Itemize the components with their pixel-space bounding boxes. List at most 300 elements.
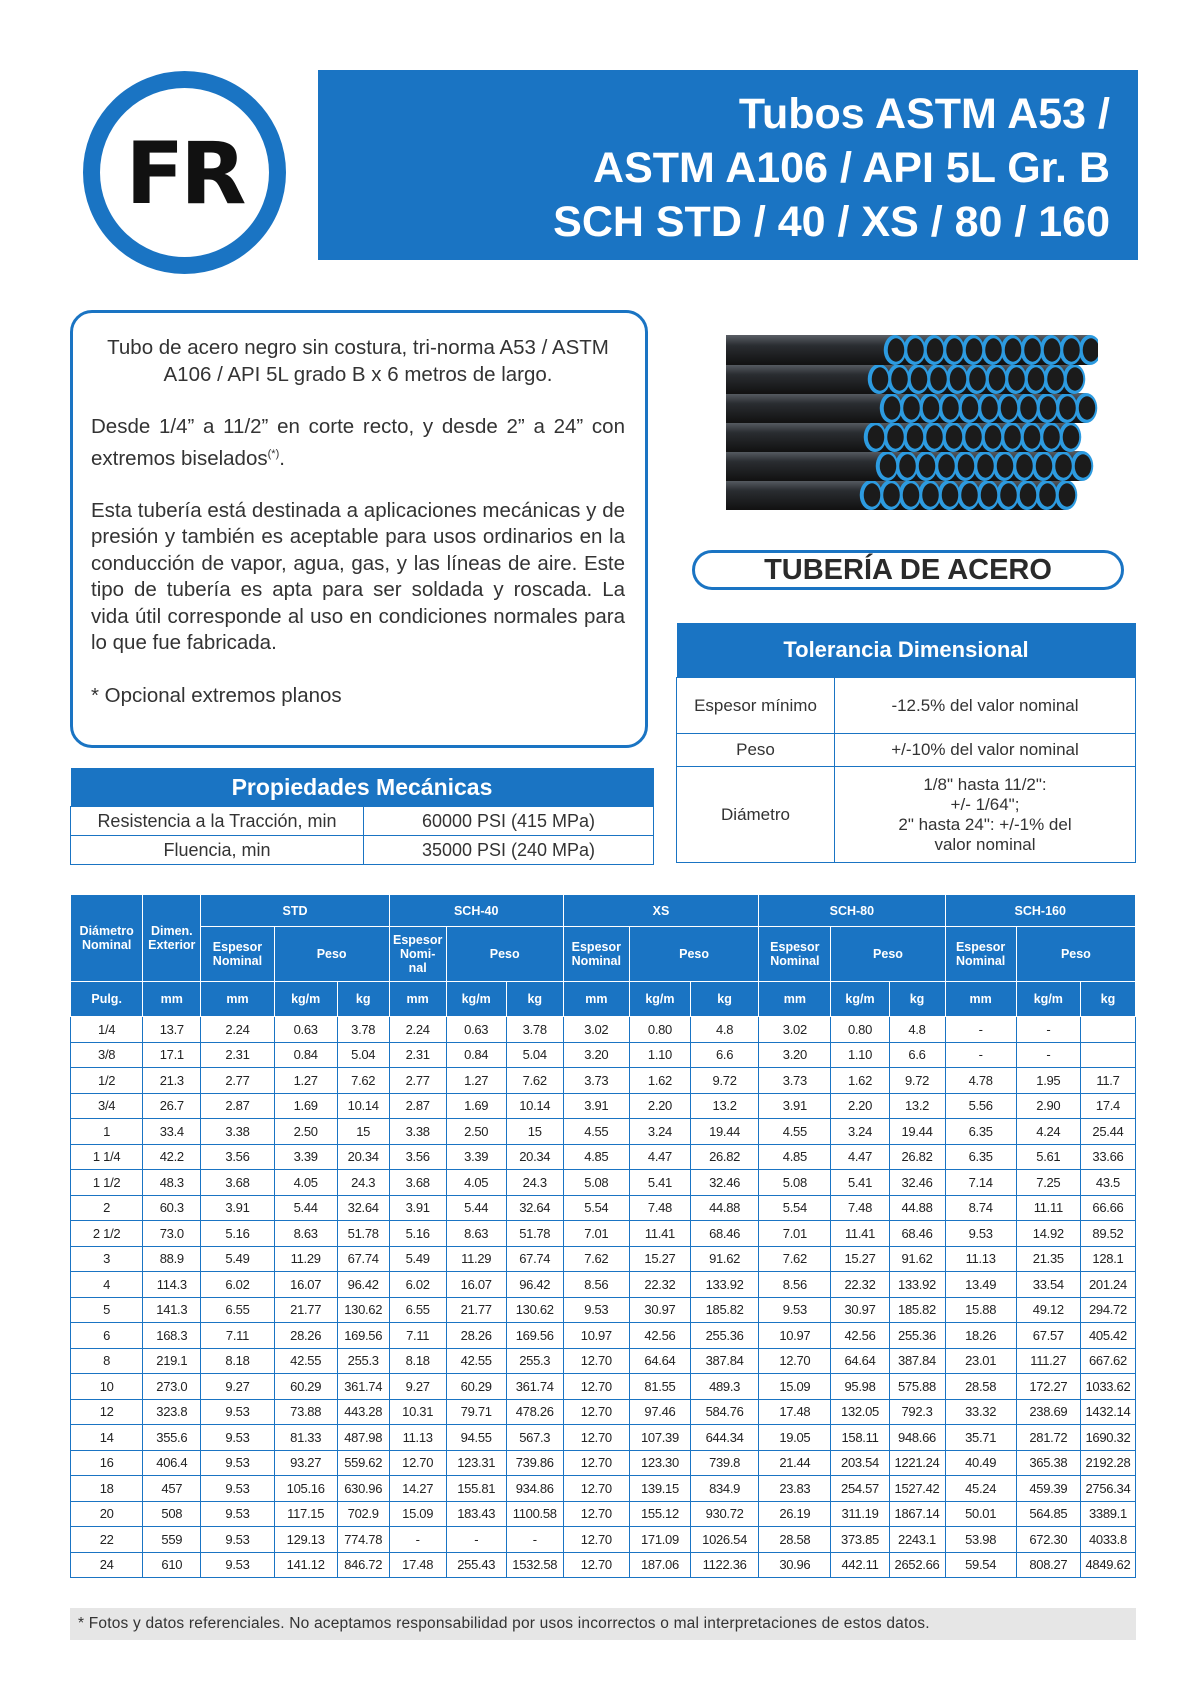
table-cell: 33.54 (1016, 1272, 1080, 1298)
table-cell: 3.20 (759, 1042, 831, 1068)
pipe-bore (1039, 483, 1056, 506)
table-row (71, 1348, 1136, 1374)
table-cell: 4033.8 (1080, 1527, 1135, 1553)
header-peso: Peso (446, 927, 563, 982)
table-cell: 111.27 (1016, 1348, 1080, 1374)
mechanical-label: Fluencia, min (71, 836, 364, 865)
pipe-bore (922, 483, 939, 506)
pipe-bore (923, 396, 940, 419)
table-cell: 8.18 (201, 1348, 274, 1374)
table-cell: 105.16 (274, 1476, 337, 1502)
table-cell: 2.87 (201, 1093, 274, 1119)
mechanical-label: Resistencia a la Tracción, min (71, 807, 364, 836)
unit-header: kg (337, 982, 389, 1017)
pipe-bore (981, 483, 998, 506)
product-label: TUBERÍA DE ACERO (692, 550, 1124, 590)
table-cell: 1122.36 (690, 1552, 758, 1578)
table-cell: 32.64 (337, 1195, 389, 1221)
tolerance-title: Tolerancia Dimensional (677, 623, 1136, 678)
unit-header: kg/m (446, 982, 506, 1017)
table-cell: - (446, 1527, 506, 1553)
pipe-bore (1067, 367, 1084, 390)
table-cell: 23.01 (945, 1348, 1016, 1374)
table-cell: 20.34 (506, 1144, 563, 1170)
pipe-bore (1000, 483, 1017, 506)
table-cell: 4.55 (563, 1119, 629, 1145)
title-line-2: ASTM A106 / API 5L Gr. B (593, 144, 1110, 192)
table-cell: 5.61 (1016, 1144, 1080, 1170)
description-note: * Opcional extremos planos (91, 683, 342, 707)
table-cell: 487.98 (337, 1425, 389, 1451)
table-row (71, 1399, 1136, 1425)
table-cell: 2.90 (1016, 1093, 1080, 1119)
pipe-bore (911, 367, 928, 390)
unit-header: kg (889, 982, 945, 1017)
table-cell: 93.27 (274, 1450, 337, 1476)
pipe-bore (883, 483, 900, 506)
table-cell: 15 (337, 1119, 389, 1145)
table-cell: 158.11 (831, 1425, 889, 1451)
table-cell: 81.33 (274, 1425, 337, 1451)
pipe-bore (1024, 338, 1041, 361)
table-cell: 774.78 (337, 1527, 389, 1553)
table-cell: 9.53 (201, 1552, 274, 1578)
pipe-bore (888, 338, 905, 361)
pipe-bore (977, 454, 994, 477)
table-cell: 3.24 (629, 1119, 690, 1145)
pipe-bore (1004, 425, 1021, 448)
table-cell: 9.53 (563, 1297, 629, 1323)
nominal-diameter-cell: 2 (71, 1195, 143, 1221)
table-cell: 15.09 (759, 1374, 831, 1400)
table-cell: 644.34 (690, 1425, 758, 1451)
table-cell: 96.42 (506, 1272, 563, 1298)
pipe-bore (1059, 483, 1076, 506)
pipe-bore (989, 367, 1006, 390)
table-cell: 294.72 (1080, 1297, 1135, 1323)
table-cell: 610 (143, 1552, 201, 1578)
table-cell: 387.84 (889, 1348, 945, 1374)
table-cell: 2.50 (274, 1119, 337, 1145)
table-cell: 26.19 (759, 1501, 831, 1527)
table-cell: 9.53 (945, 1221, 1016, 1247)
table-cell: 3.24 (831, 1119, 889, 1145)
table-cell: 10.97 (563, 1323, 629, 1349)
table-cell: 846.72 (337, 1552, 389, 1578)
table-cell: 2.31 (389, 1042, 446, 1068)
table-cell: 12.70 (563, 1348, 629, 1374)
table-cell: 3.91 (389, 1195, 446, 1221)
table-cell: 9.27 (389, 1374, 446, 1400)
header-group-xs: XS (563, 895, 758, 927)
nominal-diameter-cell: 22 (71, 1527, 143, 1553)
table-cell: 1033.62 (1080, 1374, 1135, 1400)
table-cell: 3.68 (389, 1170, 446, 1196)
table-cell: 0.84 (274, 1042, 337, 1068)
table-cell: 8.74 (945, 1195, 1016, 1221)
table-cell: 60.3 (143, 1195, 201, 1221)
nominal-diameter-cell: 20 (71, 1501, 143, 1527)
table-cell: 255.36 (690, 1323, 758, 1349)
table-cell: 21.35 (1016, 1246, 1080, 1272)
table-cell: 12.70 (563, 1399, 629, 1425)
table-cell: 11.29 (274, 1246, 337, 1272)
table-cell: 73.88 (274, 1399, 337, 1425)
table-cell: 7.62 (506, 1068, 563, 1094)
table-cell: 1.95 (1016, 1068, 1080, 1094)
table-cell: 0.63 (274, 1017, 337, 1043)
pipe-body (726, 451, 887, 481)
mechanical-value: 60000 PSI (415 MPa) (364, 807, 654, 836)
table-cell: 255.36 (889, 1323, 945, 1349)
table-cell: 489.3 (690, 1374, 758, 1400)
table-cell: 11.29 (446, 1246, 506, 1272)
description-usage: Esta tubería está destinada a aplicaciones mecánicas y de presión y también es aceptable para usos ordinarios en la conducción de vapor, agua, gas, y las líneas de aire. Este tipo de tubería es apta para ser soldada y roscada. La vida útil corresponde al uso en condiciones normales para lo que fue fabricada. (91, 498, 625, 655)
table-cell: 68.46 (889, 1221, 945, 1247)
table-cell (1080, 1017, 1135, 1043)
table-cell: 1.69 (274, 1093, 337, 1119)
table-cell: 44.88 (889, 1195, 945, 1221)
table-cell: 67.74 (337, 1246, 389, 1272)
table-cell: 1221.24 (889, 1450, 945, 1476)
table-cell: 255.3 (337, 1348, 389, 1374)
table-cell: 49.12 (1016, 1297, 1080, 1323)
steel-pipes-photo (726, 320, 1098, 530)
table-cell: 26.7 (143, 1093, 201, 1119)
table-cell: 42.2 (143, 1144, 201, 1170)
table-cell: 702.9 (337, 1501, 389, 1527)
table-cell: 3.91 (563, 1093, 629, 1119)
table-cell: 11.11 (1016, 1195, 1080, 1221)
pipe-bore (961, 483, 978, 506)
table-cell: 4.8 (889, 1017, 945, 1043)
table-cell: 30.97 (831, 1297, 889, 1323)
table-row (71, 1144, 1136, 1170)
table-cell: 4.85 (759, 1144, 831, 1170)
unit-header: Pulg. (71, 982, 143, 1017)
table-cell: 64.64 (831, 1348, 889, 1374)
pipe-bore (1079, 396, 1096, 419)
table-cell: 2243.1 (889, 1527, 945, 1553)
table-cell: 9.53 (201, 1527, 274, 1553)
table-row (71, 1552, 1136, 1578)
table-cell: 8.56 (759, 1272, 831, 1298)
table-cell: 28.58 (759, 1527, 831, 1553)
table-cell: 1.62 (629, 1068, 690, 1094)
table-cell: 73.0 (143, 1221, 201, 1247)
table-cell: 567.3 (506, 1425, 563, 1451)
table-cell: 130.62 (506, 1297, 563, 1323)
table-cell: 19.44 (690, 1119, 758, 1145)
table-cell: 2.20 (629, 1093, 690, 1119)
description-range-text: Desde 1/4” a 11/2” en corte recto, y desde 2” a 24” con extremos biselados (91, 415, 625, 470)
table-cell: 12.70 (563, 1476, 629, 1502)
pipe-bore (1075, 454, 1092, 477)
table-cell: 8.63 (446, 1221, 506, 1247)
table-cell: 1100.58 (506, 1501, 563, 1527)
table-cell: 128.1 (1080, 1246, 1135, 1272)
table-cell: 3.78 (337, 1017, 389, 1043)
pipe-bore (899, 454, 916, 477)
table-cell: 94.55 (446, 1425, 506, 1451)
pipe-bore (907, 425, 924, 448)
table-cell: 311.19 (831, 1501, 889, 1527)
unit-header: kg (690, 982, 758, 1017)
table-cell: 7.62 (759, 1246, 831, 1272)
pipe-bore (1028, 367, 1045, 390)
table-cell: 5.16 (201, 1221, 274, 1247)
table-cell: 3.02 (759, 1017, 831, 1043)
table-cell: 28.26 (274, 1323, 337, 1349)
table-cell: 19.44 (889, 1119, 945, 1145)
pipe-bore (950, 367, 967, 390)
table-row (71, 1068, 1136, 1094)
pipe-bore (942, 396, 959, 419)
table-cell: 0.80 (629, 1017, 690, 1043)
nominal-diameter-cell: 1 1/2 (71, 1170, 143, 1196)
table-cell: 12.70 (563, 1501, 629, 1527)
table-cell: 25.44 (1080, 1119, 1135, 1145)
nominal-diameter-cell: 4 (71, 1272, 143, 1298)
header-espesor: Espesor Nominal (563, 927, 629, 982)
table-cell: 183.43 (446, 1501, 506, 1527)
table-cell: 5.08 (563, 1170, 629, 1196)
table-cell: 3.73 (759, 1068, 831, 1094)
table-cell: 15 (506, 1119, 563, 1145)
table-cell: 169.56 (337, 1323, 389, 1349)
table-cell: 40.49 (945, 1450, 1016, 1476)
table-cell: 17.48 (389, 1552, 446, 1578)
table-cell: 948.66 (889, 1425, 945, 1451)
table-cell: 373.85 (831, 1527, 889, 1553)
pipe-bore (1040, 396, 1057, 419)
table-cell: 91.62 (889, 1246, 945, 1272)
table-cell: 16.07 (446, 1272, 506, 1298)
table-cell: 4.78 (945, 1068, 1016, 1094)
table-cell: 9.53 (201, 1425, 274, 1451)
table-cell: 3.68 (201, 1170, 274, 1196)
pipe-bore (1020, 396, 1037, 419)
table-cell: 4.47 (831, 1144, 889, 1170)
table-cell: 33.4 (143, 1119, 201, 1145)
table-cell: 79.71 (446, 1399, 506, 1425)
table-cell: 4.8 (690, 1017, 758, 1043)
nominal-diameter-cell: 3/8 (71, 1042, 143, 1068)
table-cell: 7.62 (563, 1246, 629, 1272)
pipe-bore (985, 425, 1002, 448)
unit-header: kg (1080, 982, 1135, 1017)
title-banner (318, 70, 1138, 260)
header-peso: Peso (629, 927, 758, 982)
pipe-bore (1055, 454, 1072, 477)
table-cell: - (1016, 1042, 1080, 1068)
table-cell: 50.01 (945, 1501, 1016, 1527)
pipe-bore (958, 454, 975, 477)
table-cell: 67.57 (1016, 1323, 1080, 1349)
table-cell: 11.13 (389, 1425, 446, 1451)
table-cell: 33.66 (1080, 1144, 1135, 1170)
table-cell: 24.3 (506, 1170, 563, 1196)
table-cell: 169.56 (506, 1323, 563, 1349)
nominal-diameter-cell: 5 (71, 1297, 143, 1323)
table-cell: 12.70 (759, 1348, 831, 1374)
table-cell: 28.58 (945, 1374, 1016, 1400)
table-cell: 834.9 (690, 1476, 758, 1502)
nominal-diameter-cell: 6 (71, 1323, 143, 1349)
table-cell: 12.70 (563, 1450, 629, 1476)
table-cell: 254.57 (831, 1476, 889, 1502)
table-cell: 88.9 (143, 1246, 201, 1272)
table-cell: 60.29 (446, 1374, 506, 1400)
table-cell: 1.10 (831, 1042, 889, 1068)
table-row (71, 1450, 1136, 1476)
table-cell: 4.55 (759, 1119, 831, 1145)
table-cell: 4849.62 (1080, 1552, 1135, 1578)
table-cell: 60.29 (274, 1374, 337, 1400)
unit-header: mm (389, 982, 446, 1017)
table-cell: 5.16 (389, 1221, 446, 1247)
nominal-diameter-cell: 24 (71, 1552, 143, 1578)
table-cell: 9.53 (201, 1476, 274, 1502)
table-cell: 2.77 (389, 1068, 446, 1094)
header-peso: Peso (831, 927, 945, 982)
table-cell: 21.3 (143, 1068, 201, 1094)
header-exterior: Dimen. Exterior (143, 895, 201, 982)
table-cell: 930.72 (690, 1501, 758, 1527)
table-cell: 3.56 (201, 1144, 274, 1170)
table-cell: 2.77 (201, 1068, 274, 1094)
table-cell: 219.1 (143, 1348, 201, 1374)
table-row (71, 1297, 1136, 1323)
table-cell: 1690.32 (1080, 1425, 1135, 1451)
mechanical-value: 35000 PSI (240 MPa) (364, 836, 654, 865)
table-row (71, 1119, 1136, 1145)
table-cell: 3.73 (563, 1068, 629, 1094)
table-cell: - (389, 1527, 446, 1553)
pipe-bore (1008, 367, 1025, 390)
table-cell: 2.24 (201, 1017, 274, 1043)
table-cell: 185.82 (889, 1297, 945, 1323)
tolerance-label: Peso (677, 734, 835, 767)
table-cell: 42.56 (629, 1323, 690, 1349)
table-cell: 4.85 (563, 1144, 629, 1170)
table-cell: 1867.14 (889, 1501, 945, 1527)
pipe-bore (864, 483, 881, 506)
table-cell: 6.6 (690, 1042, 758, 1068)
table-cell: 171.09 (629, 1527, 690, 1553)
table-cell: 42.55 (274, 1348, 337, 1374)
description-range-mark: (*) (267, 447, 280, 460)
table-cell: 123.31 (446, 1450, 506, 1476)
units-row (71, 982, 1136, 1017)
table-cell: 630.96 (337, 1476, 389, 1502)
unit-header: kg/m (629, 982, 690, 1017)
table-cell: 9.72 (889, 1068, 945, 1094)
table-row (71, 1017, 1136, 1043)
nominal-diameter-cell: 16 (71, 1450, 143, 1476)
table-cell: 117.15 (274, 1501, 337, 1527)
table-cell: 12.70 (563, 1552, 629, 1578)
table-cell: 141.3 (143, 1297, 201, 1323)
table-cell: 35.71 (945, 1425, 1016, 1451)
pipe-bore (962, 396, 979, 419)
table-cell: 3.39 (274, 1144, 337, 1170)
table-cell: 238.69 (1016, 1399, 1080, 1425)
table-cell: 139.15 (629, 1476, 690, 1502)
nominal-diameter-cell: 1 1/4 (71, 1144, 143, 1170)
mechanical-title: Propiedades Mecánicas (71, 768, 654, 807)
pipe-bore (1044, 338, 1061, 361)
pipe-bore (927, 338, 944, 361)
table-cell: 7.11 (201, 1323, 274, 1349)
table-cell: 5.44 (274, 1195, 337, 1221)
table-cell: 0.80 (831, 1017, 889, 1043)
table-cell: 9.53 (201, 1501, 274, 1527)
table-cell: 3.78 (506, 1017, 563, 1043)
table-cell: 17.4 (1080, 1093, 1135, 1119)
table-cell: 5.54 (759, 1195, 831, 1221)
table-cell: 14.27 (389, 1476, 446, 1502)
table-cell: 2756.34 (1080, 1476, 1135, 1502)
table-cell: 32.64 (506, 1195, 563, 1221)
table-cell: 13.7 (143, 1017, 201, 1043)
table-cell: 12.70 (563, 1527, 629, 1553)
table-cell: 9.53 (201, 1450, 274, 1476)
table-cell: 107.39 (629, 1425, 690, 1451)
table-cell: 11.41 (629, 1221, 690, 1247)
table-cell: 19.05 (759, 1425, 831, 1451)
table-cell: 667.62 (1080, 1348, 1135, 1374)
table-row (71, 1425, 1136, 1451)
table-cell: 26.82 (690, 1144, 758, 1170)
unit-header: kg/m (1016, 982, 1080, 1017)
table-cell: 6.35 (945, 1144, 1016, 1170)
mechanical-properties-table (70, 768, 654, 865)
table-cell: 255.3 (506, 1348, 563, 1374)
table-cell: 457 (143, 1476, 201, 1502)
table-cell: 7.11 (389, 1323, 446, 1349)
pipe-bore (997, 454, 1014, 477)
table-cell: 53.98 (945, 1527, 1016, 1553)
table-cell: 443.28 (337, 1399, 389, 1425)
pipe-bore (903, 483, 920, 506)
table-cell: 5.44 (446, 1195, 506, 1221)
pipe-bore (938, 454, 955, 477)
table-cell: - (945, 1017, 1016, 1043)
table-cell: 6.6 (889, 1042, 945, 1068)
table-cell: 1432.14 (1080, 1399, 1135, 1425)
nominal-diameter-cell: 1 (71, 1119, 143, 1145)
table-row (71, 1323, 1136, 1349)
pipe-bore (1024, 425, 1041, 448)
pipe-bore (926, 425, 943, 448)
header-espesor: Espesor Nominal (759, 927, 831, 982)
table-cell: 7.48 (831, 1195, 889, 1221)
unit-header: kg/m (831, 982, 889, 1017)
table-cell: 0.63 (446, 1017, 506, 1043)
tolerance-value-line: 1/8" hasta 11/2": (923, 774, 1047, 794)
header-peso: Peso (274, 927, 389, 982)
pipe-bore (1005, 338, 1022, 361)
nominal-diameter-cell: 1/2 (71, 1068, 143, 1094)
table-cell: 15.09 (389, 1501, 446, 1527)
pipe-bore (919, 454, 936, 477)
pipe-body (726, 335, 895, 365)
pipe-bore (903, 396, 920, 419)
table-cell: 6.02 (389, 1272, 446, 1298)
table-cell: 584.76 (690, 1399, 758, 1425)
footer-disclaimer: * Fotos y datos referenciales. No aceptamos responsabilidad por usos incorrectos o mal interpretaciones de estos datos. (70, 1608, 1136, 1640)
